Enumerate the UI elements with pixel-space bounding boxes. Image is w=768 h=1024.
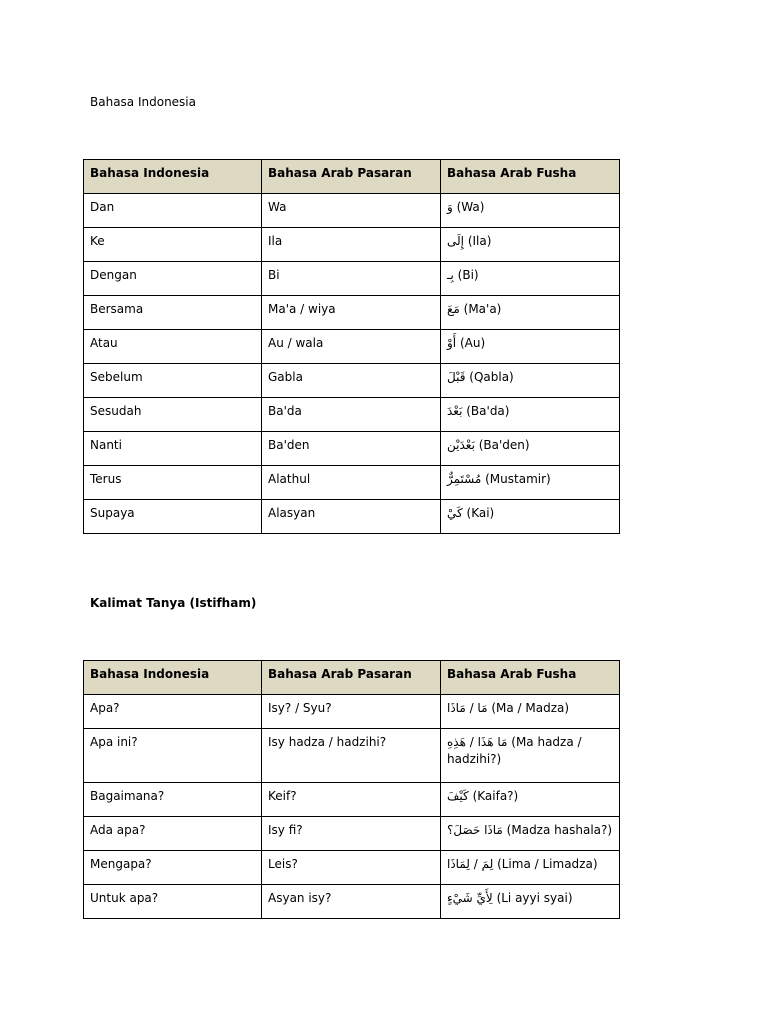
cell-fusha: وَ (Wa) [441, 194, 620, 228]
table-header-row [84, 661, 620, 695]
cell-fusha: مَا هَذَا / هَذِهِ (Ma hadza / hadzihi?) [441, 729, 620, 783]
table-row [84, 729, 620, 783]
cell-pasaran: Isy? / Syu? [262, 695, 441, 729]
cell-pasaran: Asyan isy? [262, 885, 441, 919]
vocabulary-table-questions [83, 660, 620, 919]
cell-pasaran: Alasyan [262, 500, 441, 534]
cell-fusha: لِمَ / لِمَاذَا (Lima / Limadza) [441, 851, 620, 885]
cell-indonesia: Ke [84, 228, 262, 262]
column-header-indonesia: Bahasa Indonesia [84, 160, 262, 194]
cell-indonesia: Apa ini? [84, 729, 262, 783]
cell-indonesia: Mengapa? [84, 851, 262, 885]
cell-indonesia: Nanti [84, 432, 262, 466]
cell-indonesia: Supaya [84, 500, 262, 534]
cell-pasaran: Ba'den [262, 432, 441, 466]
cell-fusha: مَا / مَاذَا (Ma / Madza) [441, 695, 620, 729]
column-header-fusha: Bahasa Arab Fusha [441, 160, 620, 194]
table-row [84, 695, 620, 729]
cell-indonesia: Bersama [84, 296, 262, 330]
cell-pasaran: Wa [262, 194, 441, 228]
table-row [84, 364, 620, 398]
cell-fusha: مُسْتَمِرٌّ (Mustamir) [441, 466, 620, 500]
table-row [84, 330, 620, 364]
table-row [84, 783, 620, 817]
cell-indonesia: Terus [84, 466, 262, 500]
cell-indonesia: Dan [84, 194, 262, 228]
table-row [84, 851, 620, 885]
cell-indonesia: Dengan [84, 262, 262, 296]
table-row [84, 228, 620, 262]
cell-pasaran: Keif? [262, 783, 441, 817]
cell-pasaran: Isy fi? [262, 817, 441, 851]
cell-pasaran: Isy hadza / hadzihi? [262, 729, 441, 783]
cell-fusha: إِلَى (Ila) [441, 228, 620, 262]
cell-fusha: مَعَ (Ma'a) [441, 296, 620, 330]
table-header-row [84, 160, 620, 194]
column-header-indonesia: Bahasa Indonesia [84, 661, 262, 695]
cell-pasaran: Leis? [262, 851, 441, 885]
cell-indonesia: Untuk apa? [84, 885, 262, 919]
cell-indonesia: Apa? [84, 695, 262, 729]
cell-fusha: كَيْ (Kai) [441, 500, 620, 534]
table-row [84, 817, 620, 851]
table-row [84, 262, 620, 296]
cell-fusha: أَوْ (Au) [441, 330, 620, 364]
cell-pasaran: Ma'a / wiya [262, 296, 441, 330]
column-header-fusha: Bahasa Arab Fusha [441, 661, 620, 695]
cell-fusha: بِـ (Bi) [441, 262, 620, 296]
cell-indonesia: Sebelum [84, 364, 262, 398]
section-heading-kalimat-tanya: Kalimat Tanya (Istifham) [90, 596, 257, 610]
table-row [84, 432, 620, 466]
cell-indonesia: Ada apa? [84, 817, 262, 851]
table-row [84, 398, 620, 432]
cell-fusha: لِأَيِّ شَيْءٍ (Li ayyi syai) [441, 885, 620, 919]
column-header-pasaran: Bahasa Arab Pasaran [262, 661, 441, 695]
cell-indonesia: Sesudah [84, 398, 262, 432]
column-header-pasaran: Bahasa Arab Pasaran [262, 160, 441, 194]
cell-fusha: بَعْدَيْن (Ba'den) [441, 432, 620, 466]
cell-pasaran: Ila [262, 228, 441, 262]
section-heading-bahasa-indonesia: Bahasa Indonesia [90, 95, 196, 109]
table-row [84, 466, 620, 500]
vocabulary-table-conjunctions [83, 159, 620, 534]
cell-fusha: مَاذَا حَصَلَ؟ (Madza hashala?) [441, 817, 620, 851]
cell-indonesia: Atau [84, 330, 262, 364]
cell-fusha: قَبْلَ (Qabla) [441, 364, 620, 398]
cell-pasaran: Alathul [262, 466, 441, 500]
table-row [84, 885, 620, 919]
cell-pasaran: Au / wala [262, 330, 441, 364]
cell-fusha: كَيْفَ (Kaifa?) [441, 783, 620, 817]
cell-pasaran: Bi [262, 262, 441, 296]
cell-pasaran: Gabla [262, 364, 441, 398]
table-row [84, 500, 620, 534]
table-row [84, 296, 620, 330]
cell-fusha: بَعْدَ (Ba'da) [441, 398, 620, 432]
table-row [84, 194, 620, 228]
cell-indonesia: Bagaimana? [84, 783, 262, 817]
cell-pasaran: Ba'da [262, 398, 441, 432]
